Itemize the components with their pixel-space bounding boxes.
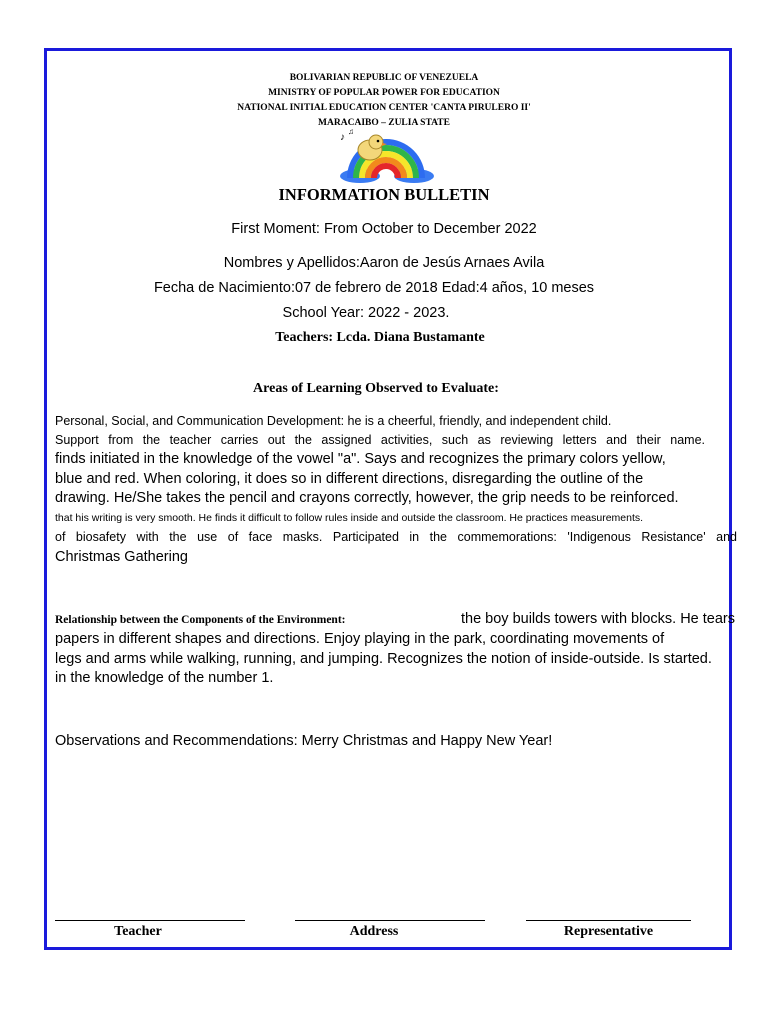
address-label: Address (349, 924, 399, 939)
personal-line-8: Christmas Gathering (55, 548, 188, 565)
header-location: MARACAIBO – ZULIA STATE (318, 118, 450, 128)
page-title: INFORMATION BULLETIN (278, 185, 490, 204)
student-name: Nombres y Apellidos:Aaron de Jesús Arnaes Avila (223, 255, 545, 271)
personal-line-3: finds initiated in the knowledge of the vowel "a". Says and recognizes the primary colors yellow, (55, 451, 666, 467)
svg-text:♫: ♫ (348, 128, 354, 136)
birth-age: Fecha de Nacimiento:07 de febrero de 2018 Edad:4 años, 10 meses (153, 280, 595, 296)
environment-line-3: legs and arms while walking, running, and jumping. Recognizes the notion of inside-outside. Is started. (55, 650, 712, 667)
teacher-label: Teacher (114, 924, 162, 939)
environment-line-1: the boy builds towers with blocks. He tears (460, 611, 735, 627)
personal-line-5: drawing. He/She takes the pencil and crayons correctly, however, the grip needs to be reinforced. (55, 490, 679, 506)
observations-text: Observations and Recommendations: Merry Christmas and Happy New Year! (55, 733, 553, 749)
personal-line-7: of biosafety with the use of face masks. Participated in the commemorations: 'Indigenous Resistance' and (55, 529, 737, 544)
environment-label: Relationship between the Components of the Environment: (55, 614, 346, 626)
representative-label: Representative (563, 924, 654, 939)
personal-line-4: blue and red. When coloring, it does so in different directions, disregarding the outline of the (55, 470, 644, 487)
environment-line-4: in the knowledge of the number 1. (55, 670, 274, 686)
teachers-text: Teachers: Lcda. Diana Bustamante (275, 330, 485, 345)
svg-text:♪: ♪ (340, 132, 345, 143)
school-year: School Year: 2022 - 2023. (282, 305, 450, 321)
areas-heading: Areas of Learning Observed to Evaluate: (253, 381, 499, 396)
rainbow-bird-logo-icon (336, 128, 436, 184)
address-signature-line (295, 920, 485, 921)
header-school: NATIONAL INITIAL EDUCATION CENTER 'CANTA PIRULERO II' (237, 103, 531, 113)
personal-paragraph (55, 412, 737, 567)
header-ministry: MINISTRY OF POPULAR POWER FOR EDUCATION (268, 88, 500, 98)
teacher-signature-line (55, 920, 245, 921)
environment-paragraph (55, 610, 737, 689)
personal-line-6: that his writing is very smooth. He finds it difficult to follow rules inside and outside the classroom. He practices measurements. (55, 511, 644, 524)
representative-signature-line (526, 920, 691, 921)
personal-line-2: Support from the teacher carries out the assigned activities, such as reviewing letters and their name. (55, 433, 705, 447)
moment-text: First Moment: From October to December 2022 (231, 221, 537, 237)
personal-line-1: Personal, Social, and Communication Development: he is a cheerful, friendly, and independent child. (55, 414, 612, 428)
environment-line-2: papers in different shapes and directions. Enjoy playing in the park, coordinating movements of (55, 631, 665, 647)
header-country: BOLIVARIAN REPUBLIC OF VENEZUELA (289, 73, 479, 83)
